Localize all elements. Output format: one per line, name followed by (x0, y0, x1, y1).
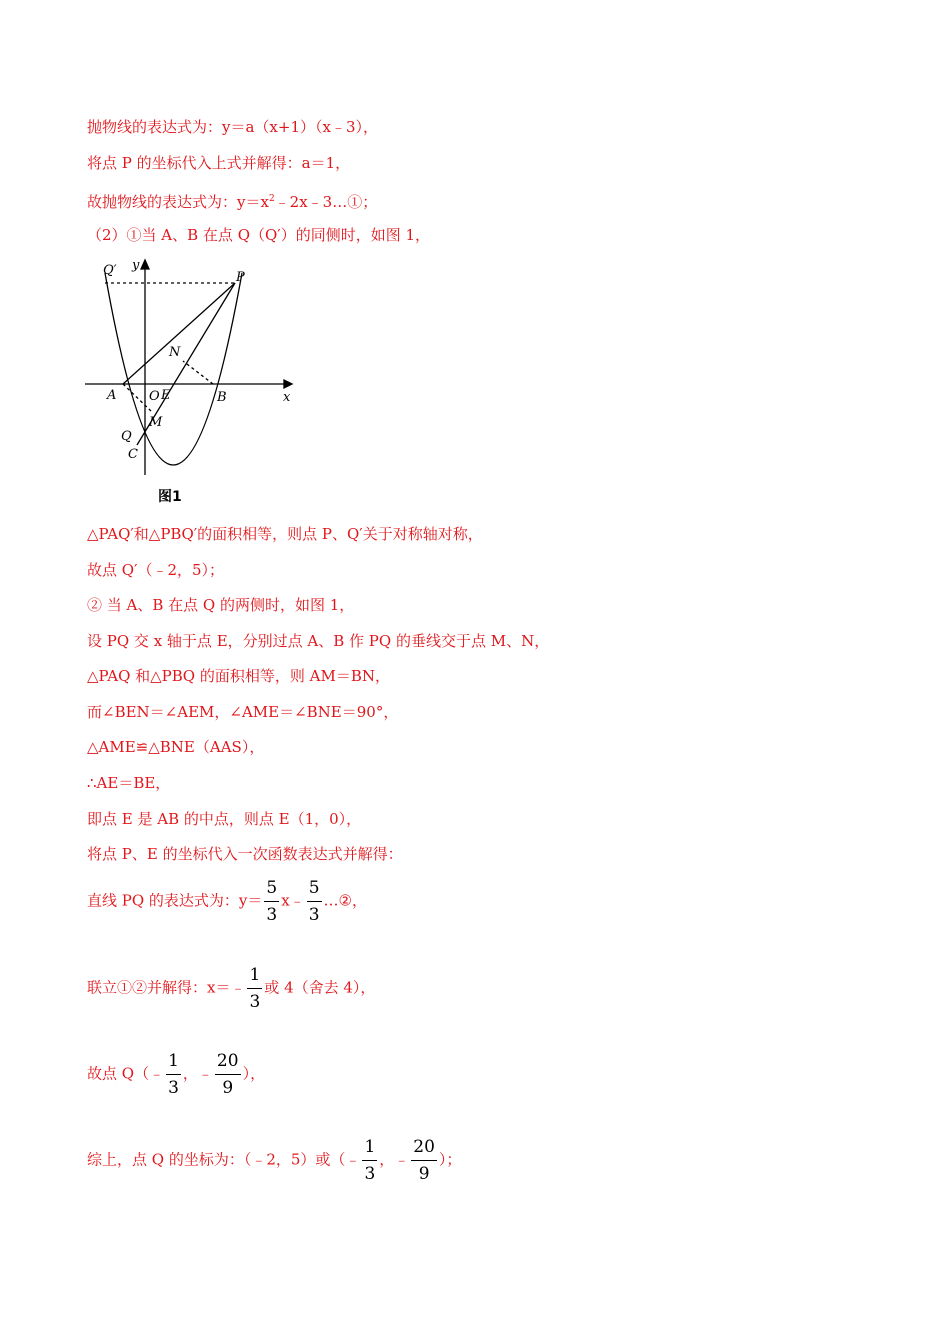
text-line-11: △AME≌△BNE（AAS）， (87, 738, 265, 756)
exponent: 2 (268, 194, 275, 204)
label-m: M (149, 415, 163, 430)
text-line-9: △PAQ 和△PBQ 的面积相等，则 AM＝BN， (87, 667, 390, 685)
text-line-12: ∴AE＝BE， (87, 774, 171, 792)
pq-expression-line: 直线 PQ 的表达式为：y＝ $\frac{5}{3}$ x﹣ $\frac{5}{3}$ …②， (87, 875, 367, 928)
label-q: Q (121, 429, 132, 444)
label-n: N (169, 345, 181, 360)
text-line-6: 故点 Q′（﹣2，5）； (87, 561, 225, 579)
text-line-1: 抛物线的表达式为：y＝a（x+1）（x﹣3）， (87, 118, 378, 136)
text-line-13: 即点 E 是 AB 的中点，则点 E（1，0）， (87, 810, 362, 828)
fraction-1-3-summary: $\frac{1}{3}$ (362, 1134, 377, 1187)
fraction-1-3: $\frac{1}{3}$ (247, 962, 262, 1015)
text-line-10: 而∠BEN＝∠AEM，∠AME＝∠BNE＝90°， (87, 703, 399, 721)
fraction-5-3-a: $\frac{5}{3}$ (264, 875, 279, 928)
fraction-20-9-summary: $\frac{20}{9}$ (411, 1134, 437, 1187)
label-o: O (149, 389, 160, 404)
text-line-8: 设 PQ 交 x 轴于点 E，分别过点 A、B 作 PQ 的垂线交于点 M、N， (87, 632, 550, 650)
label-b: B (217, 390, 227, 405)
text-line-2: 将点 P 的坐标代入上式并解得：a＝1， (87, 154, 351, 172)
text-line-7: ② 当 A、B 在点 Q 的两侧时，如图 1， (87, 596, 355, 614)
label-y: y (132, 258, 140, 273)
label-e: E (161, 388, 171, 403)
fraction-5-3-b: $\frac{5}{3}$ (307, 875, 322, 928)
dashed-am (123, 384, 151, 411)
fraction-1-3-q: $\frac{1}{3}$ (166, 1048, 181, 1101)
y-axis-arrow (141, 260, 149, 269)
text-line-3: 故抛物线的表达式为：$y=x^2﹣2x﹣3\dots ①$； (87, 193, 378, 211)
text-line-4: （2）①当 A、B 在点 Q（Q′）的同侧时，如图 1， (87, 226, 431, 244)
x-axis-arrow (284, 380, 292, 388)
text-line-5: △PAQ′和△PBQ′的面积相等，则点 P、Q′关于对称轴对称， (87, 525, 483, 543)
text-line-14: 将点 P、E 的坐标代入一次函数表达式并解得： (87, 845, 403, 863)
label-a: A (107, 388, 117, 403)
dashed-bn (183, 361, 213, 384)
label-c: C (128, 447, 138, 462)
label-x: x (283, 390, 291, 405)
segment-pa (123, 283, 235, 384)
q-point-line: 故点 Q（﹣ $\frac{1}{3}$ ，﹣ $\frac{20}{9}$ ）， (87, 1048, 265, 1101)
solve-line: 联立①②并解得：x＝﹣ $\frac{1}{3}$ 或 4（舍去 4）， (87, 962, 375, 1015)
parabola-figure (85, 255, 300, 480)
label-p: P (236, 270, 245, 285)
label-q-prime: Q′ (103, 263, 117, 278)
summary-line: 综上，点 Q 的坐标为：（﹣2，5）或（﹣ $\frac{1}{3}$ ，﹣ $\frac{20}{9}$ ）； (87, 1134, 461, 1187)
figure-caption: 图1 (158, 489, 182, 505)
fraction-20-9-q: $\frac{20}{9}$ (215, 1048, 241, 1101)
